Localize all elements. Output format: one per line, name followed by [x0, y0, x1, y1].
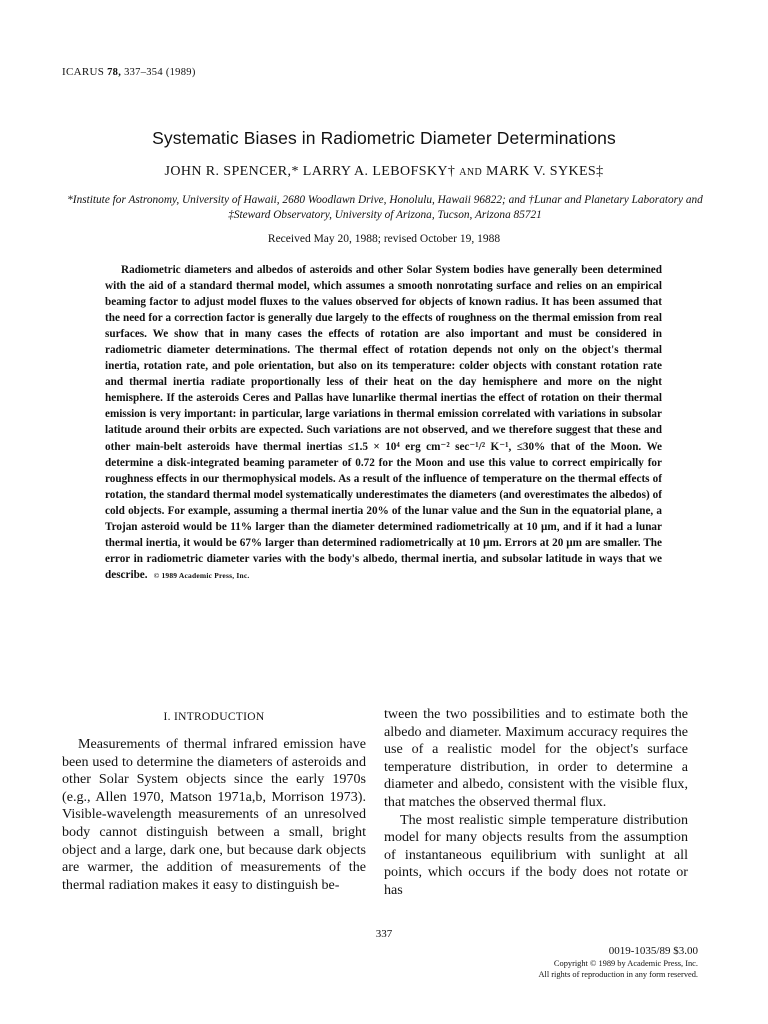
page-number: 337	[375, 928, 393, 940]
footer-copyright: Copyright © 1989 by Academic Press, Inc.	[553, 959, 698, 968]
publication-footer	[398, 944, 698, 980]
journal-volume: 78,	[107, 67, 122, 78]
footer-rights: All rights of reproduction in any form reserved.	[538, 970, 698, 979]
abstract-copyright: © 1989 Academic Press, Inc.	[153, 570, 250, 580]
author-list	[0, 164, 768, 180]
author-lebofsky: LARRY A. LEBOFSKY†	[302, 164, 456, 179]
right-column	[384, 706, 688, 900]
author-affiliations: *Institute for Astronomy, University of Hawaii, 2680 Woodlawn Drive, Honolulu, Hawaii 96822; and †Lunar and Planetary Laboratory and ‡Steward Observatory, University of Arizona, Tucson, Arizona 85721	[67, 194, 703, 221]
paper-title: Systematic Biases in Radiometric Diameter Determinations	[152, 128, 616, 148]
received-dates: Received May 20, 1988; revised October 19, 1988	[267, 233, 501, 245]
intro-paragraph-1-continued: tween the two possibilities and to estimate both the albedo and diameter. Maximum accuracy requires the use of a realistic model for the object's surface temperature distribution, in order to determine a diameter and albedo, consistent with the visible flux, that matches the observed thermal flux.	[384, 706, 688, 810]
intro-paragraph-1: Measurements of thermal infrared emission have been used to determine the diameters of asteroids and other Solar System objects since the early 1970s (e.g., Allen 1970, Matson 1971a,b, Morrison 1973). Visible-wavelength measurements of an unresolved body cannot distinguish between a small, bright object and a large, dark one, but because dark objects are warmer, the addition of measurements of the thermal radiation makes it easy to distinguish be-	[62, 736, 366, 893]
journal-reference	[62, 66, 196, 78]
author-sykes: MARK V. SYKES‡	[486, 164, 604, 179]
journal-pages: 337–354 (1989)	[124, 67, 196, 78]
section-heading-introduction: I. INTRODUCTION	[163, 711, 265, 723]
left-column	[62, 706, 366, 894]
author-spencer: JOHN R. SPENCER,*	[164, 164, 299, 179]
abstract	[105, 262, 662, 584]
article-code: 0019-1035/89 $3.00	[608, 945, 698, 957]
intro-paragraph-2: The most realistic simple temperature distribution model for many objects results from the assumption of instantaneous equilibrium with sunlight at all points, which occurs if the body does not rotate or has	[384, 811, 688, 898]
author-conjunction: and	[459, 164, 483, 179]
abstract-text: Radiometric diameters and albedos of asteroids and other Solar System bodies have generally been determined with the aid of a standard thermal model, which assumes a smooth nonrotating surface and relies on an empirical beaming factor to adjust model fluxes to the values observed for objects of known radius. It has been assumed that the need for a correction factor is generally due largely to the effects of roughness on the thermal emission from real surfaces. We show that in many cases the effects of rotation are also important and must be considered in radiometric diameter determinations. The thermal effect of rotation depends not only on the object's thermal inertia, rotation rate, and pole orientation, but also on its temperature: colder objects with constant rotation rate and thermal inertia radiate proportionally less of their heat on the day hemisphere and more on the night hemisphere. If the asteroids Ceres and Pallas have lunarlike thermal inertias the effect of rotation on their thermal emission is very important: in particular, large variations in thermal emission correlated with variations in subsolar latitude around their orbits are expected. Such variations are not observed, and we therefore suggest that these and other main-belt asteroids have thermal inertias ≤1.5 × 10⁴ erg cm⁻² sec⁻¹/² K⁻¹, ≤30% that of the Moon. We determine a disk-integrated beaming parameter of 0.72 for the Moon and use this value to correct empirically for roughness effects in our thermophysical models. As a result of the influence of temperature on the thermal effects of rotation, the standard thermal model systematically underestimates the diameters (and overestimates the albedos) of cold objects. For example, assuming a thermal inertia 20% of the lunar value and the Sun in the equatorial plane, a Trojan asteroid would be 11% larger than the diameter determined radiometrically at 10 μm, and if it had a lunar thermal inertia, it would be 67% larger than determined radiometrically at 10 μm. Errors at 20 μm are smaller. The error in radiometric diameter varies with the body's albedo, thermal inertia, and subsolar latitude in ways that we describe.	[105, 264, 662, 581]
journal-name: ICARUS	[62, 66, 105, 78]
